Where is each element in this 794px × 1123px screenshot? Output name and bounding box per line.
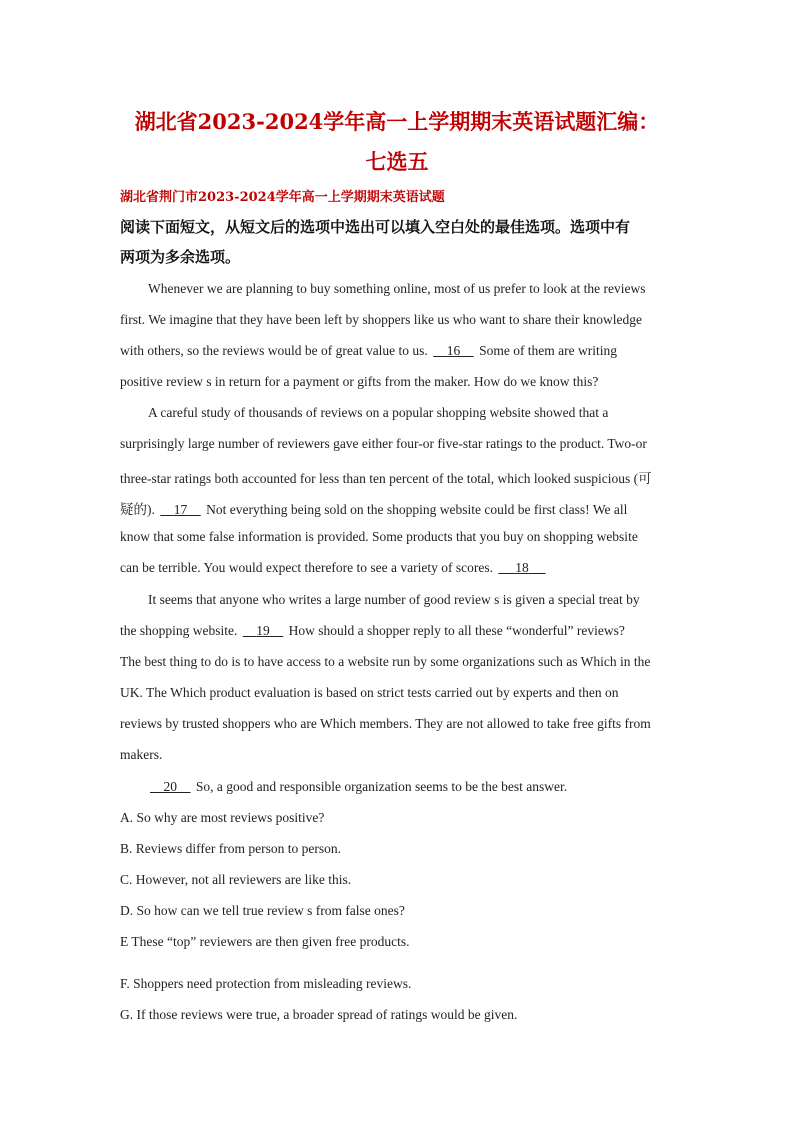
passage-line: makers. (120, 747, 163, 762)
passage-text: the shopping website. (120, 623, 238, 638)
blank-17: 17 (173, 502, 188, 517)
passage-line (120, 343, 617, 359)
option-b: B. Reviews differ from person to person. (120, 841, 341, 856)
passage-text: 疑的). (120, 502, 155, 517)
passage-line: It seems that anyone who writes a large number of good review s is given a special treat by (148, 592, 640, 607)
option-g: G. If those reviews were true, a broader spread of ratings would be given. (120, 1007, 518, 1022)
passage-line: Whenever we are planning to buy something online, most of us prefer to look at the reviews (148, 281, 646, 296)
passage-line (120, 498, 627, 518)
passage-line: know that some false information is provided. Some products that you buy on shopping website (120, 529, 638, 544)
document-title-line2: 七选五 (365, 149, 429, 174)
passage-line: three-star ratings both accounted for less than ten percent of the total, which looked suspicious (可 (120, 471, 652, 486)
instruction-line-2: 两项为多余选项。 (120, 248, 241, 266)
passage-line: first. We imagine that they have been left by shoppers like us who want to share their knowledge (120, 312, 643, 327)
passage-line: surprisingly large number of reviewers gave either four-or five-star ratings to the product. Two-or (120, 436, 647, 451)
passage-text: can be terrible. You would expect therefore to see a variety of scores. (120, 560, 493, 575)
passage-text: with others, so the reviews would be of great value to us. (120, 343, 428, 358)
blank-20: 20 (163, 779, 177, 794)
option-f: F. Shoppers need protection from misleading reviews. (120, 976, 412, 991)
blank-16: 16 (446, 343, 461, 358)
passage-text: So, a good and responsible organization seems to be the best answer. (192, 779, 568, 794)
blank-18: 18 (515, 560, 529, 575)
option-e: E These “top” reviewers are then given free products. (120, 934, 410, 949)
document-title: 湖北省2023-2024学年高一上学期期末英语试题汇编： (134, 109, 660, 134)
passage-line: UK. The Which product evaluation is based on strict tests carried out by experts and then on (120, 685, 619, 700)
source-heading: 湖北省荆门市2023-2024学年高一上学期期末英语试题 (120, 190, 445, 205)
passage-line: positive review s in return for a payment or gifts from the maker. How do we know this? (120, 374, 599, 389)
blank-19: 19 (256, 623, 270, 638)
passage-line (120, 623, 625, 639)
passage-line: reviews by trusted shoppers who are Which members. They are not allowed to take free gifts from (120, 716, 651, 731)
option-d: D. So how can we tell true review s from false ones? (120, 903, 405, 918)
passage-line: A careful study of thousands of reviews on a popular shopping website showed that a (148, 405, 609, 420)
option-a: A. So why are most reviews positive? (120, 810, 325, 825)
passage-line: The best thing to do is to have access to a website run by some organizations such as Which in the (120, 654, 651, 669)
passage-line (120, 560, 548, 576)
passage-text: Not everything being sold on the shopping website could be first class! We all (202, 502, 628, 517)
passage-line (148, 779, 567, 795)
instruction-line-1: 阅读下面短文，从短文后的选项中选出可以填入空白处的最佳选项。选项中有 (120, 218, 631, 236)
option-c: C. However, not all reviewers are like this. (120, 872, 352, 887)
passage-text: Some of them are writing (475, 343, 618, 358)
passage-text: How should a shopper reply to all these “wonderful” reviews? (285, 623, 625, 638)
